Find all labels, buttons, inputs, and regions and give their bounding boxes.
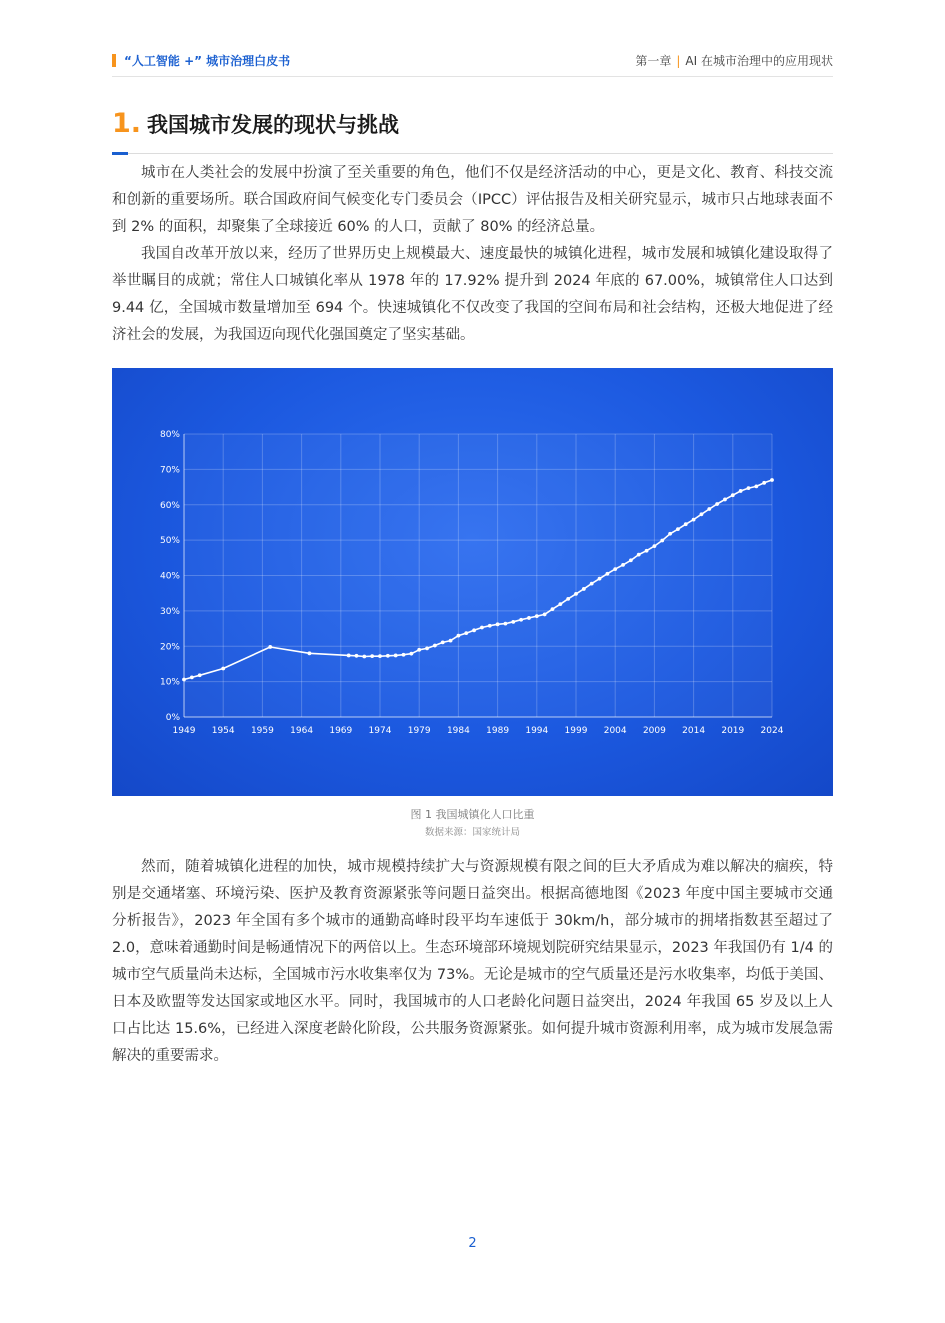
urbanization-line-chart <box>112 368 833 796</box>
data-point <box>182 678 186 682</box>
data-point <box>198 673 202 677</box>
x-tick-label: 1964 <box>290 726 314 736</box>
data-point <box>527 616 531 620</box>
data-point <box>613 567 617 571</box>
data-point <box>558 602 562 606</box>
section-rule <box>112 153 833 154</box>
x-tick-label: 1974 <box>368 726 392 736</box>
document-title: “人工智能 +” 城市治理白皮书 <box>124 54 291 68</box>
header-accent-bar <box>112 54 116 67</box>
x-tick-label: 1989 <box>486 726 510 736</box>
chapter-separator: | <box>676 54 681 68</box>
data-point <box>707 507 711 511</box>
data-point <box>684 522 688 526</box>
data-point <box>535 614 539 618</box>
section-rule-accent <box>112 152 128 155</box>
data-point <box>653 544 657 548</box>
data-point <box>762 481 766 485</box>
data-point <box>190 675 194 679</box>
data-point <box>637 553 641 557</box>
x-tick-label: 2014 <box>682 726 706 736</box>
figure-caption: 图 1 我国城镇化人口比重 <box>410 808 535 821</box>
y-tick-label: 70% <box>159 465 180 476</box>
data-point <box>464 631 468 635</box>
data-point <box>425 646 429 650</box>
data-point <box>402 653 406 657</box>
data-point <box>308 651 312 655</box>
chapter-title <box>635 52 833 69</box>
y-tick-label: 10% <box>159 677 180 688</box>
data-point <box>441 640 445 644</box>
section-title: 我国城市发展的现状与挑战 <box>147 112 400 137</box>
data-point <box>590 582 594 586</box>
x-tick-label: 2009 <box>642 726 666 736</box>
header-divider <box>112 76 833 77</box>
data-point <box>409 652 413 656</box>
data-point <box>739 489 743 493</box>
data-point <box>715 502 719 506</box>
data-point <box>692 518 696 522</box>
data-point <box>488 624 492 628</box>
x-tick-label: 1949 <box>172 726 196 736</box>
x-tick-label: 1999 <box>564 726 588 736</box>
data-point <box>668 532 672 536</box>
data-point <box>747 486 751 490</box>
section-number: 1. <box>112 108 142 139</box>
data-point <box>582 587 586 591</box>
data-point <box>362 655 366 659</box>
x-tick-label: 2004 <box>603 726 627 736</box>
x-tick-label: 1984 <box>446 726 470 736</box>
page-header <box>112 52 833 70</box>
data-point <box>605 572 609 576</box>
x-tick-label: 1979 <box>407 726 431 736</box>
data-point <box>645 549 649 553</box>
data-point <box>504 622 508 626</box>
y-tick-label: 30% <box>159 606 180 617</box>
data-point <box>566 597 570 601</box>
data-point <box>370 654 374 658</box>
urbanization-chart-figure <box>112 368 833 796</box>
x-tick-label: 2019 <box>721 726 745 736</box>
y-tick-label: 60% <box>159 500 180 511</box>
x-tick-label: 1994 <box>525 726 549 736</box>
y-tick-label: 40% <box>159 571 180 582</box>
data-point <box>574 592 578 596</box>
data-point <box>378 654 382 658</box>
data-point <box>621 563 625 567</box>
data-point <box>511 620 515 624</box>
data-point <box>676 527 680 531</box>
data-point <box>472 628 476 632</box>
data-point <box>543 613 547 617</box>
paragraph-3: 然而，随着城镇化进程的加快，城市规模持续扩大与资源规模有限之间的巨大矛盾成为难以解决的痼疾，特别是交通堵塞、环境污染、医护及教育资源紧张等问题日益突出。根据高德地图《2023 年度中国主要城市交通分析报告》，2023 年全国有多个城市的通勤高峰时段平均车速低于 30km/h，部分城市的拥堵指数甚至超过了 2.0，意味着通勤时间是畅通情况下的两倍以上。生态环境部环境规划院研究结果显示，2023 年我国仍有 1/4 的城市空气质量尚未达标，全国城市污水收集率仅为 73%。无论是城市的空气质量还是污水收集率，均低于美国、日本及欧盟等发达国家或地区水平。同时，我国城市的人口老龄化问题日益突出，2024 年我国 65 岁及以上人口占比达 15.6%，已经进入深度老龄化阶段，公共服务资源紧张。如何提升城市资源利用率，成为城市发展急需解决的重要需求。 <box>112 859 833 1064</box>
data-point <box>551 607 555 611</box>
paragraph-2: 我国自改革开放以来，经历了世界历史上规模最大、速度最快的城镇化进程，城市发展和城镇化建设取得了举世瞩目的成就；常住人口城镇化率从 1978 年的 17.92% 提升到 2024 年底的 67.00%，城镇常住人口达到 9.44 亿，全国城市数量增加至 694 个。快速城镇化不仅改变了我国的空间布局和社会结构，还极大地促进了经济社会的发展，为我国迈向现代化强国奠定了坚实基础。 <box>112 246 833 343</box>
data-point <box>221 667 225 671</box>
chapter-label: 第一章 <box>635 54 672 68</box>
data-point <box>731 493 735 497</box>
data-point <box>723 498 727 502</box>
paragraph-1: 城市在人类社会的发展中扮演了至关重要的角色，他们不仅是经济活动的中心，更是文化、教育、科技交流和创新的重要场所。联合国政府间气候变化专门委员会（IPCC）评估报告及相关研究显示，城市只占地球表面不到 2% 的面积，却聚集了全球接近 60% 的人口，贡献了 80% 的经济总量。 <box>112 165 833 235</box>
data-point <box>417 648 421 652</box>
section-heading <box>112 108 399 142</box>
x-tick-label: 2024 <box>760 726 784 736</box>
figure-source: 数据来源：国家统计局 <box>424 827 520 838</box>
data-point <box>754 484 758 488</box>
data-point <box>770 478 774 482</box>
data-point <box>457 634 461 638</box>
data-point <box>394 654 398 658</box>
y-tick-label: 20% <box>159 642 180 653</box>
data-point <box>355 654 359 658</box>
data-point <box>700 512 704 516</box>
x-tick-label: 1959 <box>250 726 274 736</box>
data-point <box>268 645 272 649</box>
y-tick-label: 0% <box>165 713 180 723</box>
chapter-name: AI 在城市治理中的应用现状 <box>685 54 833 68</box>
y-tick-label: 50% <box>159 536 180 547</box>
data-point <box>480 626 484 630</box>
data-point <box>496 622 500 626</box>
data-point <box>660 539 664 543</box>
data-point <box>629 558 633 562</box>
data-point <box>519 618 523 622</box>
y-tick-label: 80% <box>159 430 180 440</box>
data-point <box>386 654 390 658</box>
data-point <box>449 639 453 643</box>
data-point <box>347 654 351 658</box>
data-point <box>598 577 602 581</box>
x-tick-label: 1969 <box>329 726 353 736</box>
data-point <box>433 644 437 648</box>
page-number: 2 <box>468 1236 477 1251</box>
x-tick-label: 1954 <box>211 726 235 736</box>
